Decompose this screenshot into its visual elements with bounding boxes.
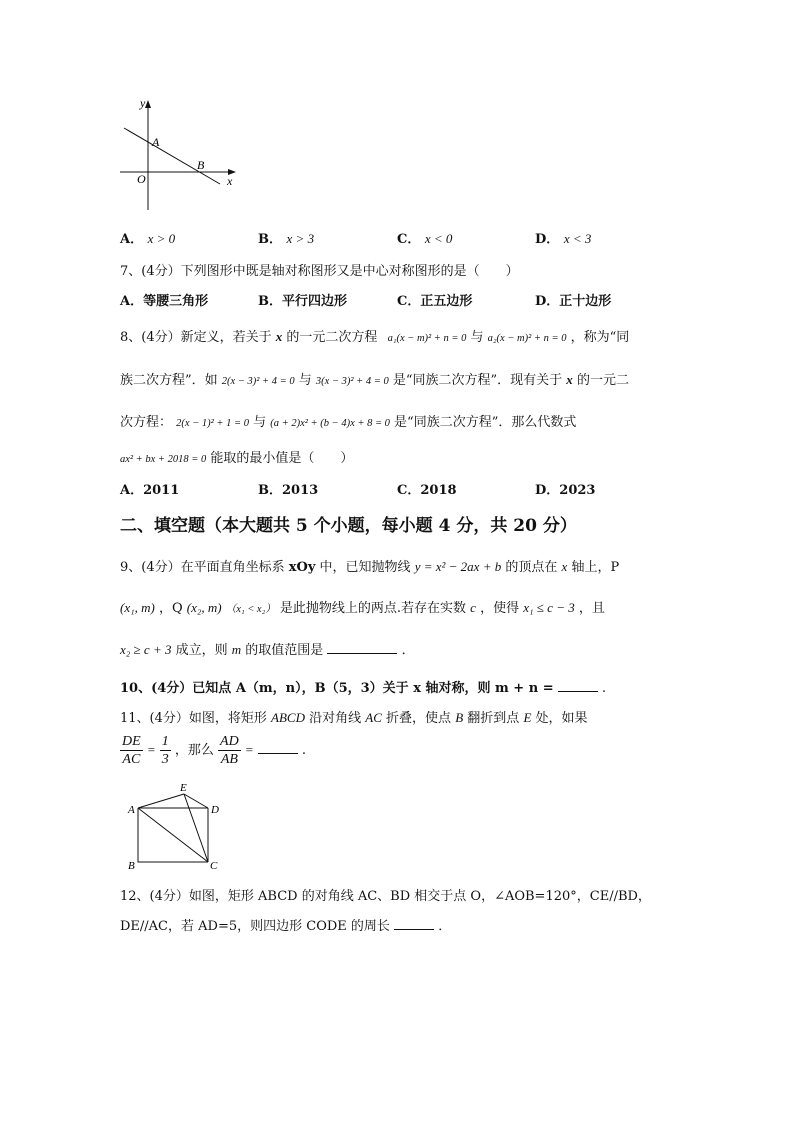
label-c: C [210,860,218,872]
q12-line-2: DE//AC，若 AD=5，则四边形 CODE 的周长 ． [120,919,452,934]
q8-line-2: 族二次方程”．如 2(x − 3)² + 4 = 0 与 3(x − 3)² + 4 = 0 是“同族二次方程”．现有关于 x 的一元二 [120,372,629,388]
q11-answer-blank[interactable] [258,741,298,754]
q8-option-a[interactable]: A．2011 [120,483,180,498]
y-axis-arrow [145,100,151,108]
q7-option-d[interactable]: D．正十边形 [535,294,612,309]
x-label: x [227,174,233,188]
q7-stem: 7、(4分）下列图形中既是轴对称图形又是中心对称图形的是（ ） [120,264,519,279]
q11-line-2: $\frac{DE}{AC}$ = $\frac{1}{3}$ ，那么 $\frac{AD}{AB}$ = . [122,734,307,767]
point-a-label: A [152,135,160,149]
diagonal-ac [138,808,208,862]
section-2-title: 二、填空题（本大题共 5 个小题，每小题 4 分，共 20 分） [120,516,577,536]
label-e: E [180,782,187,794]
q8-option-c[interactable]: C．2018 [397,483,457,498]
segment-ae [138,794,184,808]
q6-option-a[interactable]: A． x > 0 [120,231,176,247]
fraction-one-third: $\frac{1}{3}$ [161,734,169,767]
q8-line-3: 次方程： 2(x − 1)² + 1 = 0 与 (a + 2)x² + (b − 4)x + 8 = 0 是“同族二次方程”．那么代数式 [120,415,577,430]
point-b-label: B [197,158,205,172]
q7-option-c[interactable]: C．正五边形 [397,294,473,309]
q12-line-1: 12、(4分）如图，矩形 ABCD 的对角线 AC、BD 相交于点 O，∠AOB=120°，CE//BD， [120,889,651,904]
q7-option-a[interactable]: A．等腰三角形 [120,294,209,309]
origin-label: O [137,172,146,186]
q8-option-d[interactable]: D．2023 [535,483,596,498]
y-label: y [140,96,146,110]
q9-line-3: x₂ ≥ c + 3 成立，则 m 的取值范围是 ． [120,642,415,658]
q11-line-1: 11、(4分）如图，将矩形 ABCD 沿对角线 AC 折叠，使点 B 翻折到点 E 处，如果 [120,710,588,726]
q9-answer-blank[interactable] [327,641,397,654]
label-b: B [128,860,135,872]
label-d: D [211,804,219,816]
line-graph-figure [112,96,242,214]
segment-ed [184,794,208,808]
q10-line: 10、(4分）已知点 A（m，n），B（5，3）关于 x 轴对称，则 m + n = . [120,681,607,696]
q12-answer-blank[interactable] [394,917,434,930]
fraction-ad-ab: $\frac{AD}{AB}$ [220,734,239,767]
q8-line-4: ax² + bx + 2018 = 0 能取的最小值是（ ） [120,451,354,466]
q8-line-1: 8、(4分）新定义，若关于 x 的一元二次方程 a₁(x − m)² + n = 0 与 a₂(x − m)² + n = 0 ，称为“同 [120,329,630,345]
q9-line-2: (x₁, m) ，Q (x₂, m) （x₁ < x₂） 是此抛物线上的两点.若存在实数 c ，使得 x₁ ≤ c − 3 ，且 [120,600,605,616]
fraction-de-ac: $\frac{DE}{AC}$ [122,734,141,767]
q6-option-d[interactable]: D． x < 3 [535,231,592,247]
q8-option-b[interactable]: B．2013 [258,483,319,498]
segment-ec [184,794,208,862]
q6-option-c[interactable]: C． x < 0 [397,231,453,247]
q10-answer-blank[interactable] [558,679,598,692]
folded-rectangle-figure [122,780,232,872]
q6-option-b[interactable]: B． x > 3 [258,231,315,247]
q9-line-1: 9、(4分）在平面直角坐标系 xOy 中，已知抛物线 y = x² − 2ax + b 的顶点在 x 轴上，P [120,559,620,575]
q7-option-b[interactable]: B．平行四边形 [258,294,348,309]
label-a: A [128,804,135,816]
